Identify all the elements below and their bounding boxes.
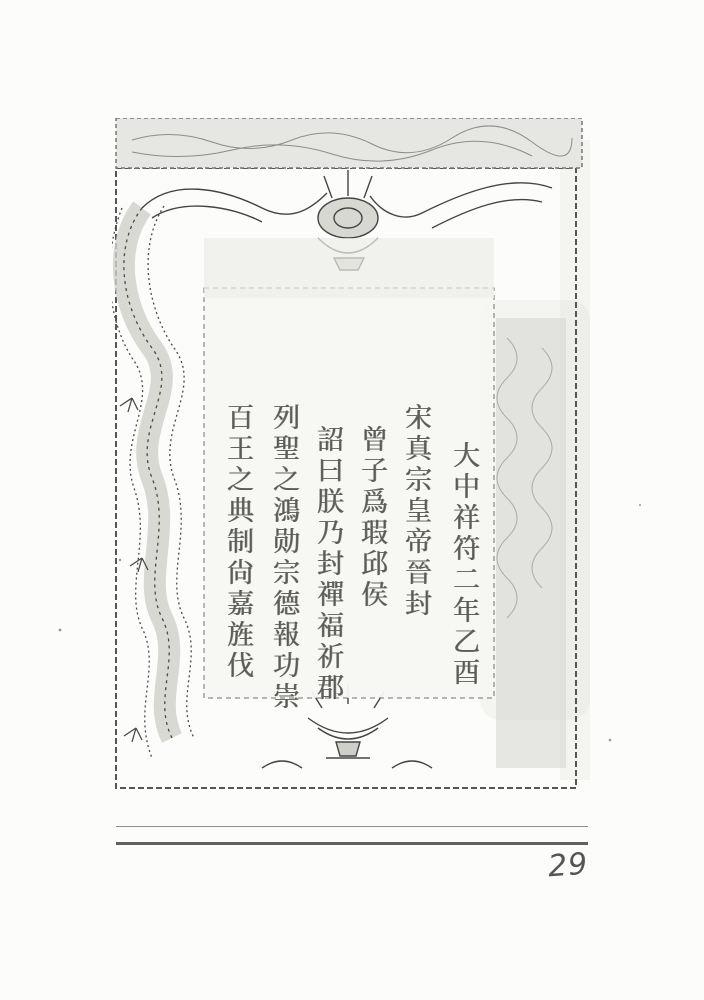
decree-column-3: 曾子爲瑕邱侯 [356, 425, 387, 611]
decree-column-6: 百王之典制尙嘉旌伐 [222, 403, 253, 682]
decree-column-4: 詔曰朕乃封禪福祈郡 [312, 425, 343, 704]
decree-column-2: 宋真宗皇帝晉封 [400, 403, 431, 620]
bottom-rule-lower [116, 842, 588, 845]
bottom-rule-upper [116, 826, 588, 827]
decree-text-block [205, 395, 480, 713]
page-number: 29 [546, 846, 590, 885]
decree-column-1: 大中祥符二年乙酉 [448, 441, 479, 689]
left-dragon [112, 206, 194, 758]
decree-column-5: 列聖之鴻勋宗德報功崇 [268, 403, 299, 713]
